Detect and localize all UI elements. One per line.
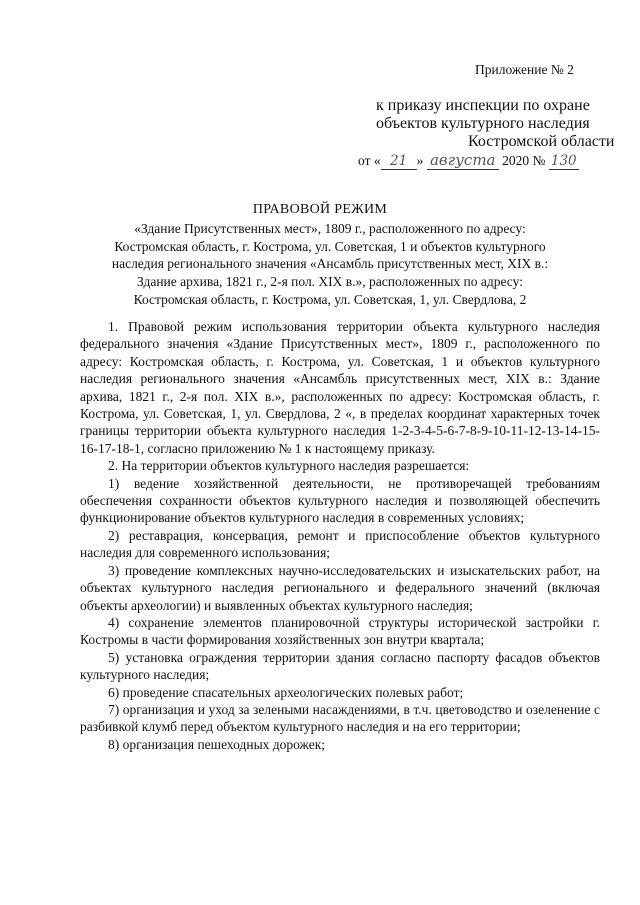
handwritten-order-number: 130 (549, 153, 579, 170)
order-reference-line-3: Костромской области (468, 133, 615, 150)
subtitle-line: Здание архива, 1821 г., 2-я пол. XIX в.», расположенных по адресу: (137, 274, 523, 290)
list-item-1: 1) ведение хозяйственной деятельности, не противоречащей требованиям обеспечения сохранности объектов культурного наследия и позволяющей обеспечить функционирование объектов культурного наследия в современных условиях; (80, 475, 600, 526)
subtitle-line: Костромская область, г. Кострома, ул. Советская, 1 и объектов культурного (114, 238, 546, 254)
list-item-2: 2) реставрация, консервация, ремонт и приспособление объектов культурного наследия для современного использования; (80, 527, 600, 561)
list-item-8: 8) организация пешеходных дорожек; (108, 736, 326, 752)
date-year: 2020 № (502, 153, 546, 168)
subtitle-line: наследия регионального значения «Ансамбль присутственных мест, XIX в.: (111, 256, 549, 272)
subtitle-line: Костромская область, г. Кострома, ул. Советская, 1, ул. Свердлова, 2 (133, 291, 527, 307)
list-item-4: 4) сохранение элементов планировочной структуры исторической застройки г. Костромы в части формирования хозяйственных зон внутри квартала; (80, 614, 600, 648)
date-mid: » (416, 153, 424, 168)
list-item-5: 5) установка ограждения территории здания согласно паспорту фасадов объектов культурного наследия; (80, 649, 600, 683)
handwritten-month: августа (427, 151, 499, 170)
list-item-6: 6) проведение спасательных археологических полевых работ; (108, 684, 464, 700)
list-item-3: 3) проведение комплексных научно-исследовательских и изыскательских работ, на объектах культурного наследия регионального и федерального значений (включая объекты археологии) и выявленных объектах культурного наследия; (80, 562, 600, 613)
subtitle-line: «Здание Присутственных мест», 1809 г., расположенного по адресу: (134, 221, 526, 236)
order-reference-line-2: объектов культурного наследия (376, 115, 590, 132)
appendix-label: Приложение № 2 (475, 62, 574, 77)
paragraph-2: 2. На территории объектов культурного наследия разрешается: (108, 458, 470, 474)
date-prefix: от « (358, 153, 381, 168)
handwritten-day: 21 (381, 153, 417, 170)
paragraph-1: 1. Правовой режим использования территории объекта культурного наследия федерального значения «Здание Присутственных мест», 1809 г., расположенного по адресу: Костромская область, г. Кострома, ул. Советская, 1 и объектов культурного наследия регионального значения «Ансамбль присутственных мест, XIX в.: Здание архива, 1821 г., 2-я пол. XIX в.», расположенных по адресу: Костромская область, г. Кострома, ул. Советская, 1, ул. Свердлова, 2 «, в пределах координат характерных точек границы территории объекта культурного наследия 1-2-3-4-5-6-7-8-9-10-11-12-13-14-15-16-17-18-1, согласно приложению № 1 к настоящему приказу. (80, 319, 600, 456)
document-subtitle (80, 220, 580, 309)
document-body (80, 318, 600, 753)
document-title: ПРАВОВОЙ РЕЖИМ (252, 202, 388, 217)
order-date-line (358, 151, 579, 170)
order-reference-line-1: к приказу инспекции по охране (376, 97, 590, 114)
list-item-7: 7) организация и уход за зелеными насаждениями, в т.ч. цветоводство и озеленение с разбивкой клумб перед объектом культурного наследия и на его территории; (80, 701, 600, 735)
